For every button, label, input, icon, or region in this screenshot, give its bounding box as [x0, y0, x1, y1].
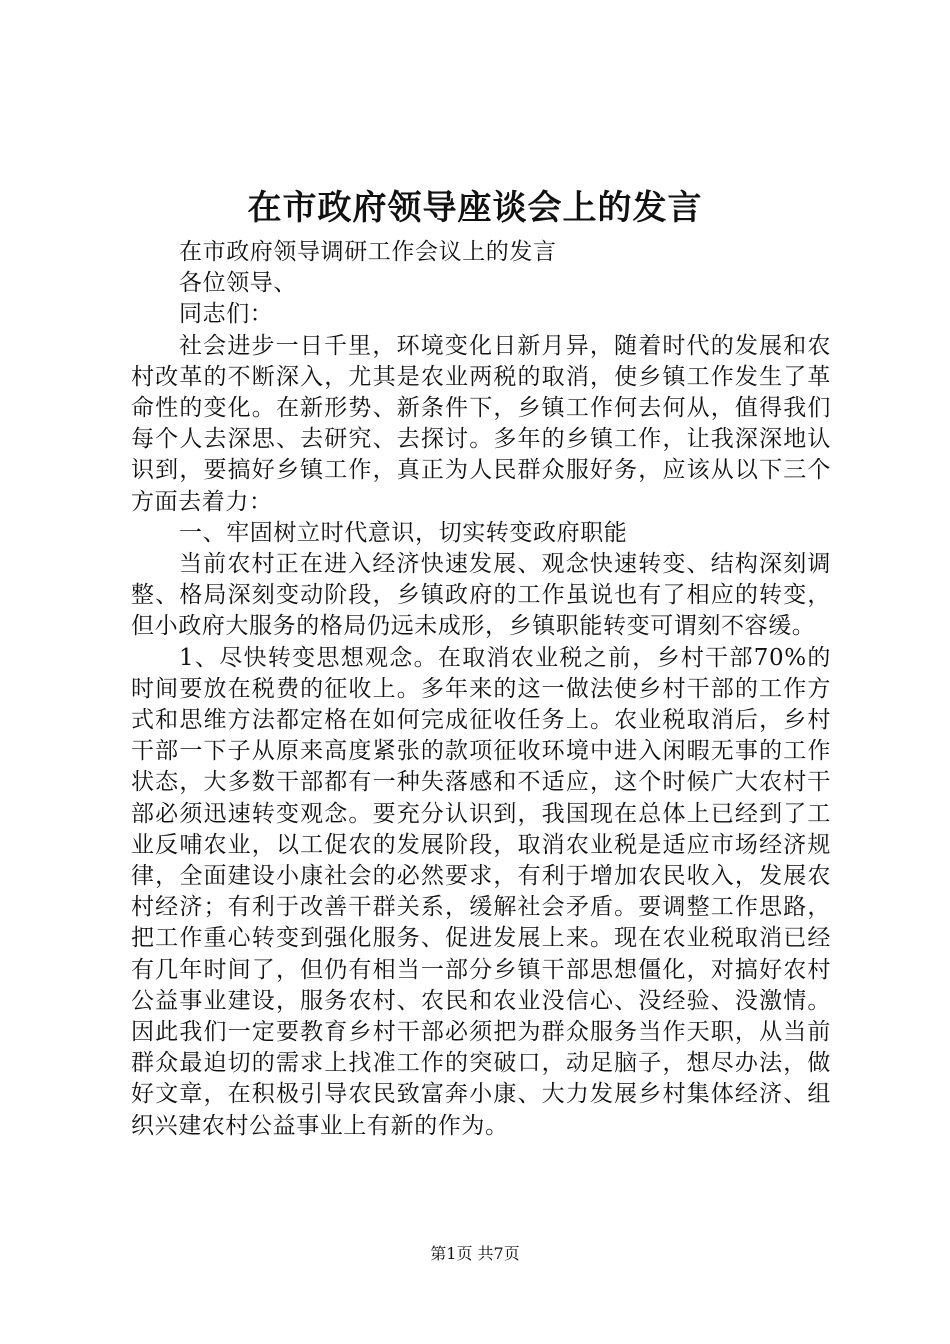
page-number-footer: 第1页 共7页 [430, 1244, 520, 1263]
document-body [131, 237, 831, 1142]
paragraph-intro: 社会进步一日千里，环境变化日新月异，随着时代的发展和农村改革的不断深入，尤其是农业两税的取消，使乡镇工作发生了革命性的变化。在新形势、新条件下，乡镇工作何去何从，值得我们每个人去深思、去研究、去探讨。多年的乡镇工作，让我深深地认识到，要搞好乡镇工作，真正为人民群众服好务，应该从以下三个方面去着力： [131, 332, 831, 515]
paragraph-salutation-leaders: 各位领导、 [179, 270, 297, 297]
paragraph-section-one: 当前农村正在进入经济快速发展、观念快速转变、结构深刻调整、格局深刻变动阶段，乡镇政府的工作虽说也有了相应的转变，但小政府大服务的格局仍远未成形，乡镇职能转变可谓刻不容缓。 [131, 551, 831, 640]
document-title: 在市政府领导座谈会上的发言 [247, 188, 703, 228]
section-heading-one: 一、牢固树立时代意识，切实转变政府职能 [179, 519, 628, 546]
paragraph-salutation-comrades: 同志们： [179, 301, 274, 328]
paragraph-subtitle: 在市政府领导调研工作会议上的发言 [179, 239, 557, 265]
paragraph-point-one: 1、尽快转变思想观念。在取消农业税之前，乡村干部70%的时间要放在税费的征收上。多年来的这一做法使乡村干部的工作方式和思维方法都定格在如何完成征收任务上。农业税取消后，乡村干部一下子从原来高度紧张的款项征收环境中进入闲暇无事的工作状态，大多数干部都有一种失落感和不适应，这个时候广大农村干部必须迅速转变观念。要充分认识到，我国现在总体上已经到了工业反哺农业，以工促农的发展阶段，取消农业税是适应市场经济规律，全面建设小康社会的必然要求，有利于增加农民收入，发展农村经济；有利于改善干群关系，缓解社会矛盾。要调整工作思路，把工作重心转变到强化服务、促进发展上来。现在农业税取消已经有几年时间了，但仍有相当一部分乡镇干部思想僵化，对搞好农村公益事业建设，服务农村、农民和农业没信心、没经验、没激情。因此我们一定要教育乡村干部必须把为群众服务当作天职，从当前群众最迫切的需求上找准工作的突破口，动足脑子，想尽办法，做好文章，在积极引导农民致富奔小康、大力发展乡村集体经济、组织兴建农村公益事业上有新的作为。 [131, 644, 831, 1139]
